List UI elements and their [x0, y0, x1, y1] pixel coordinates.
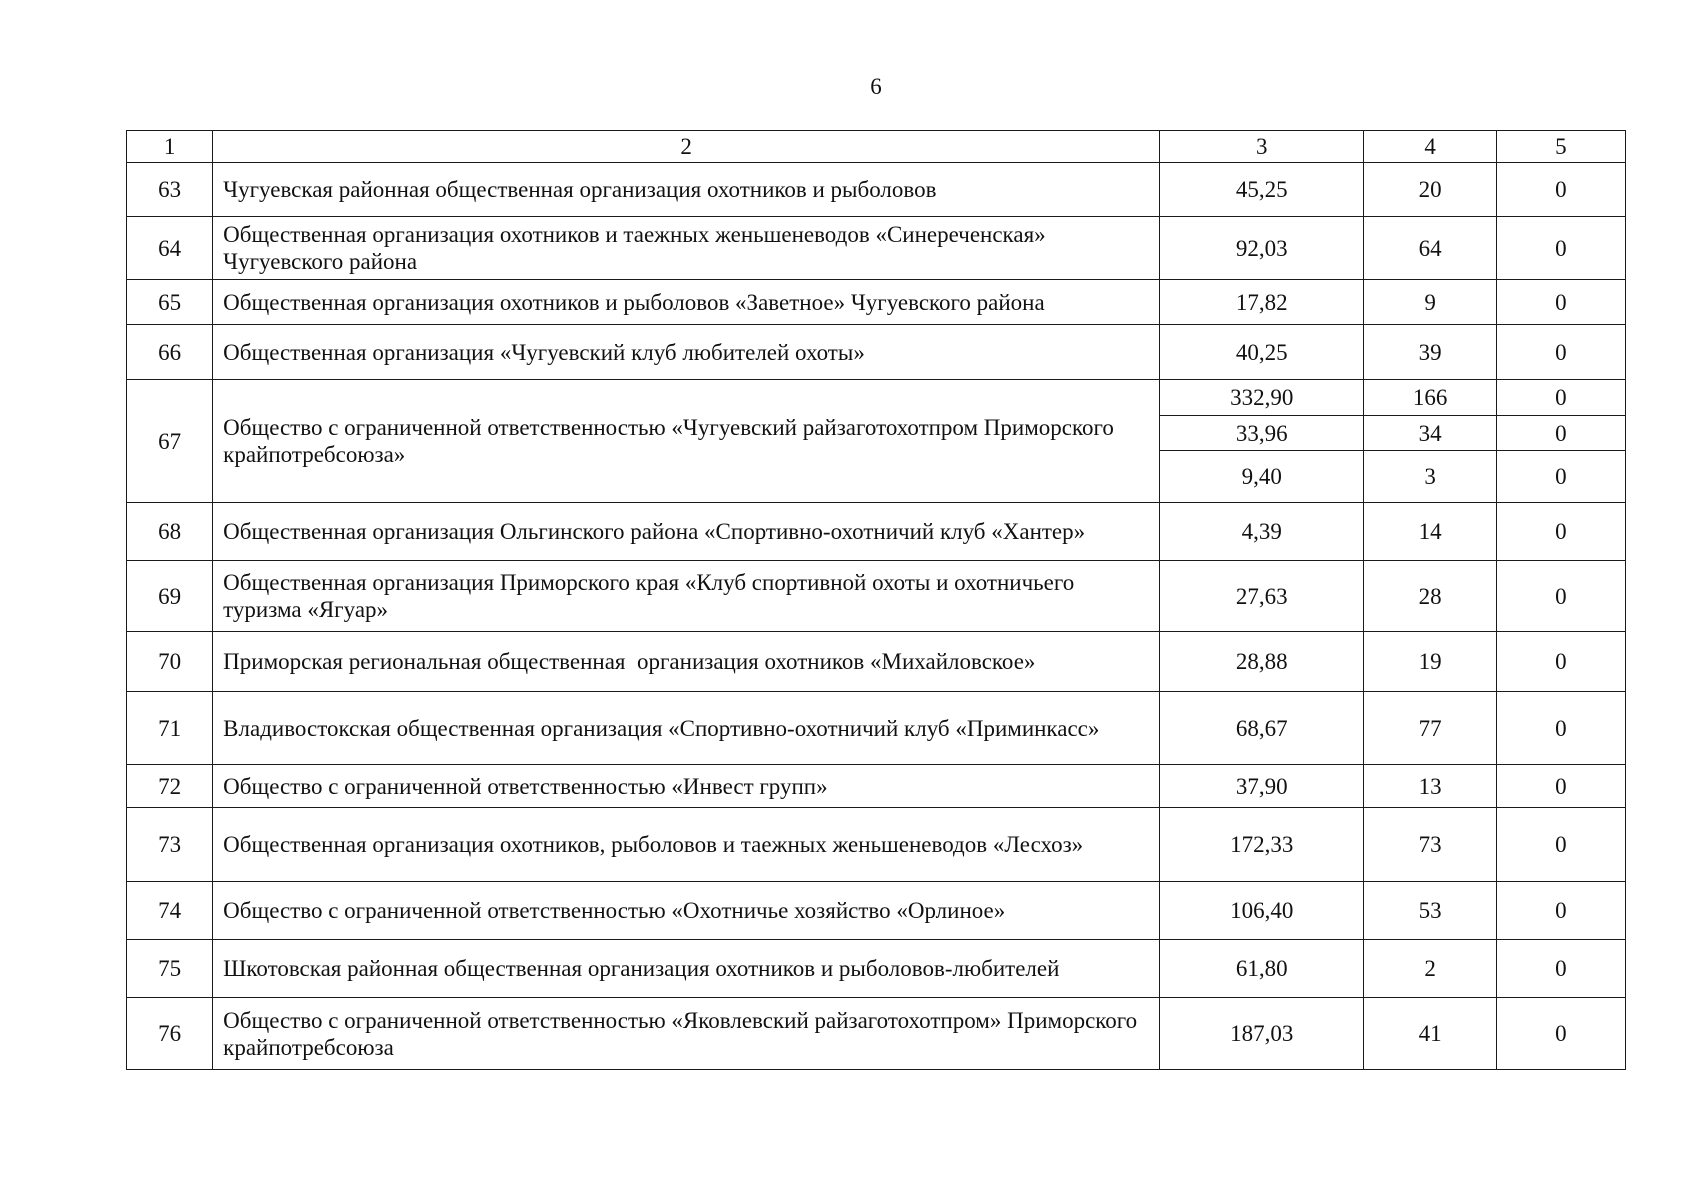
table-row	[127, 998, 1626, 1070]
row-number: 68	[127, 503, 213, 561]
column-3-value: 172,33	[1160, 808, 1364, 882]
column-3-value: 40,25	[1160, 325, 1364, 380]
column-3-value: 45,25	[1160, 163, 1364, 217]
row-number: 75	[127, 940, 213, 998]
column-5-value: 0	[1496, 503, 1625, 561]
row-number: 69	[127, 561, 213, 632]
row-number: 73	[127, 808, 213, 882]
column-4-value: 28	[1364, 561, 1496, 632]
column-5-value: 0	[1496, 325, 1625, 380]
column-5-value: 0	[1496, 163, 1625, 217]
column-3-value: 4,39	[1160, 503, 1364, 561]
column-3-value: 332,90	[1160, 380, 1364, 416]
table-row	[127, 882, 1626, 940]
header-cell: 5	[1496, 131, 1625, 163]
organization-name: Шкотовская районная общественная организация охотников и рыболовов-любителей	[213, 940, 1160, 998]
column-4-value: 39	[1364, 325, 1496, 380]
column-5-value: 0	[1496, 692, 1625, 765]
organization-name: Общественная организация Ольгинского района «Спортивно-охотничий клуб «Хантер»	[213, 503, 1160, 561]
organization-name: Общественная организация охотников, рыболовов и таежных женьшеневодов «Лесхоз»	[213, 808, 1160, 882]
organization-name: Общество с ограниченной ответственностью «Яковлевский райзаготохотпром» Приморского крайпотребсоюза	[213, 998, 1160, 1070]
column-3-value: 61,80	[1160, 940, 1364, 998]
column-5-value: 0	[1496, 217, 1625, 280]
column-5-value: 0	[1496, 882, 1625, 940]
column-5-value: 0	[1496, 451, 1625, 503]
column-5-value: 0	[1496, 561, 1625, 632]
organization-name: Общественная организация охотников и рыболовов «Заветное» Чугуевского района	[213, 280, 1160, 325]
column-4-value: 3	[1364, 451, 1496, 503]
column-4-value: 53	[1364, 882, 1496, 940]
table-row	[127, 561, 1626, 632]
column-3-value: 37,90	[1160, 765, 1364, 808]
table-header-row	[127, 131, 1626, 163]
table-row	[127, 380, 1626, 416]
column-3-value: 28,88	[1160, 632, 1364, 692]
organization-name: Общество с ограниченной ответственностью «Охотничье хозяйство «Орлиное»	[213, 882, 1160, 940]
column-5-value: 0	[1496, 380, 1625, 416]
column-4-value: 73	[1364, 808, 1496, 882]
organization-name: Общество с ограниченной ответственностью «Инвест групп»	[213, 765, 1160, 808]
column-3-value: 106,40	[1160, 882, 1364, 940]
row-number: 66	[127, 325, 213, 380]
column-4-value: 2	[1364, 940, 1496, 998]
column-5-value: 0	[1496, 632, 1625, 692]
column-4-value: 77	[1364, 692, 1496, 765]
row-number: 71	[127, 692, 213, 765]
column-5-value: 0	[1496, 998, 1625, 1070]
page-number: 6	[870, 74, 882, 99]
column-5-value: 0	[1496, 808, 1625, 882]
organization-name: Общественная организация Приморского края «Клуб спортивной охоты и охотничьего туризма «Ягуар»	[213, 561, 1160, 632]
column-3-value: 68,67	[1160, 692, 1364, 765]
table-row	[127, 280, 1626, 325]
organization-name: Общественная организация охотников и таежных женьшеневодов «Синереченская» Чугуевского района	[213, 217, 1160, 280]
row-number: 70	[127, 632, 213, 692]
column-5-value: 0	[1496, 416, 1625, 451]
column-3-value: 187,03	[1160, 998, 1364, 1070]
table-row	[127, 808, 1626, 882]
column-4-value: 166	[1364, 380, 1496, 416]
row-number: 74	[127, 882, 213, 940]
header-cell: 4	[1364, 131, 1496, 163]
column-3-value: 33,96	[1160, 416, 1364, 451]
column-4-value: 19	[1364, 632, 1496, 692]
row-number: 63	[127, 163, 213, 217]
table-row	[127, 632, 1626, 692]
header-cell: 1	[127, 131, 213, 163]
row-number: 65	[127, 280, 213, 325]
table-row	[127, 503, 1626, 561]
table-row	[127, 217, 1626, 280]
column-4-value: 41	[1364, 998, 1496, 1070]
table-row	[127, 940, 1626, 998]
organization-name: Общественная организация «Чугуевский клуб любителей охоты»	[213, 325, 1160, 380]
column-5-value: 0	[1496, 765, 1625, 808]
column-3-value: 27,63	[1160, 561, 1364, 632]
row-number: 64	[127, 217, 213, 280]
organization-name: Общество с ограниченной ответственностью «Чугуевский райзаготохотпром Приморского крайпотребсоюза»	[213, 380, 1160, 503]
column-4-value: 9	[1364, 280, 1496, 325]
row-number: 72	[127, 765, 213, 808]
column-4-value: 13	[1364, 765, 1496, 808]
column-4-value: 20	[1364, 163, 1496, 217]
table-row	[127, 163, 1626, 217]
column-3-value: 9,40	[1160, 451, 1364, 503]
column-4-value: 14	[1364, 503, 1496, 561]
table-row	[127, 325, 1626, 380]
header-cell: 2	[213, 131, 1160, 163]
header-cell: 3	[1160, 131, 1364, 163]
row-number: 76	[127, 998, 213, 1070]
column-3-value: 92,03	[1160, 217, 1364, 280]
table-row	[127, 765, 1626, 808]
column-5-value: 0	[1496, 280, 1625, 325]
table-row	[127, 692, 1626, 765]
column-3-value: 17,82	[1160, 280, 1364, 325]
organization-name: Владивостокская общественная организация «Спортивно-охотничий клуб «Приминкасс»	[213, 692, 1160, 765]
hunting-grounds-table	[126, 130, 1626, 1070]
column-4-value: 34	[1364, 416, 1496, 451]
organization-name: Приморская региональная общественная организация охотников «Михайловское»	[213, 632, 1160, 692]
organization-name: Чугуевская районная общественная организация охотников и рыболовов	[213, 163, 1160, 217]
row-number: 67	[127, 380, 213, 503]
column-4-value: 64	[1364, 217, 1496, 280]
column-5-value: 0	[1496, 940, 1625, 998]
